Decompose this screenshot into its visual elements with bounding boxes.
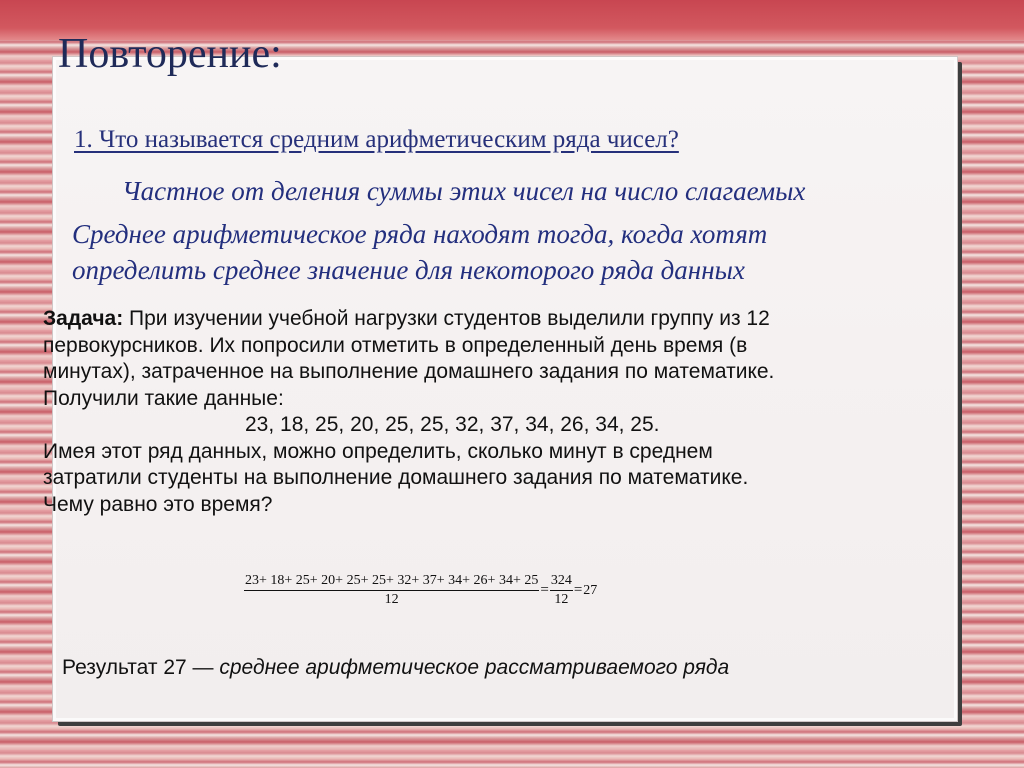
task-line-7: Чему равно это время? — [43, 492, 273, 516]
total-denominator: 12 — [554, 592, 569, 607]
slide-title: Повторение: — [58, 31, 282, 77]
task-line-6: затратили студенты на выполнение домашнего задания по математике. — [43, 466, 749, 489]
formula-result: 27 — [583, 582, 598, 598]
equals-sign-2: = — [573, 582, 583, 598]
task-block — [43, 306, 963, 518]
answer-usage-line2: определить среднее значение для некоторого ряда данных — [72, 255, 745, 285]
answer-usage — [72, 216, 767, 288]
total-fraction — [550, 572, 573, 609]
result-prefix: Результат 27 — — [62, 656, 220, 679]
task-line-5: Имея этот ряд данных, можно определить, сколько минут в среднем — [43, 439, 713, 463]
task-line-1: При изучении учебной нагрузки студентов выделили группу из 12 — [129, 307, 770, 330]
task-line-4: Получили такие данные: — [43, 386, 284, 410]
answer-definition: Частное от деления суммы этих чисел на число слагаемых — [122, 176, 806, 206]
task-label: Задача: — [43, 307, 124, 330]
sum-fraction — [244, 572, 539, 609]
result-text: среднее арифметическое рассматриваемого ряда — [219, 656, 730, 679]
task-line-3: минутах), затраченное на выполнение домашнего задания по математике. — [43, 360, 775, 383]
mean-formula — [244, 572, 597, 609]
answer-usage-line1: Среднее арифметическое ряда находят тогда, когда хотят — [72, 219, 768, 249]
question-text: 1. Что называется средним арифметическим ряда чисел? — [74, 126, 679, 153]
sum-numerator: 23+ 18+ 25+ 20+ 25+ 25+ 32+ 37+ 34+ 26+ 34+ 25 — [244, 572, 539, 591]
equals-sign-1: = — [540, 582, 549, 598]
result-statement — [62, 656, 729, 680]
total-numerator: 324 — [550, 572, 573, 591]
task-line-2: первокурсников. Их попросили отметить в определенный день время (в — [43, 333, 748, 357]
sum-denominator: 12 — [384, 592, 399, 607]
task-data-series: 23, 18, 25, 20, 25, 25, 32, 37, 34, 26, 34, 25. — [245, 413, 660, 436]
